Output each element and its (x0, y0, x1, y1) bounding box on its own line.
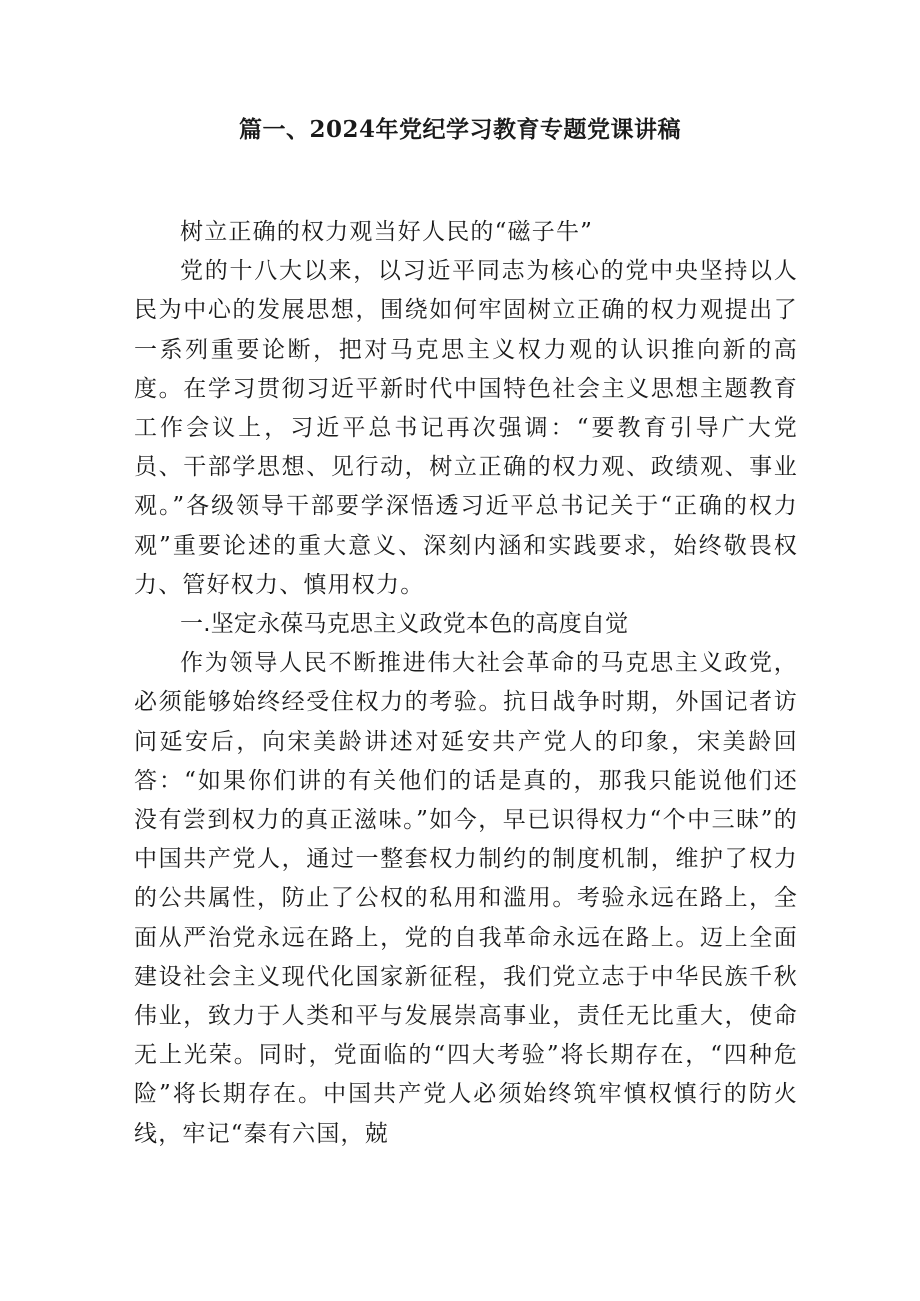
document-title: 篇一、2024年党纪学习教育专题党课讲稿 (238, 116, 681, 143)
subtitle: 树立正确的权力观当好人民的“磁子牛” (180, 219, 594, 245)
section-heading: 一.坚定永葆马克思主义政党本色的高度自觉 (180, 611, 629, 638)
document-body (134, 213, 798, 1154)
section-paragraph: 作为领导人民不断推进伟大社会革命的马克思主义政党，必须能够始终经受住权力的考验。抗日战争时期，外国记者访问延安后，向宋美龄讲述对延安共产党人的印象，宋美龄回答：“如果你们讲的有关他们的话是真的，那我只能说他们还没有尝到权力的真正滋味。”如今，早已识得权力“个中三昧”的中国共产党人，通过一整套权力制约的制度机制，维护了权力的公共属性，防止了公权的私用和滥用。考验永远在路上，全面从严治党永远在路上，党的自我革命永远在路上。迈上全面建设社会主义现代化国家新征程，我们党立志于中华民族千秋伟业，致力于人类和平与发展崇高事业，责任无比重大，使命无上光荣。同时，党面临的“四大考验”将长期存在，“四种危险”将长期存在。中国共产党人必须始终筑牢慎权慎行的防火线，牢记“秦有六国，兢 (134, 650, 798, 1147)
intro-paragraph: 党的十八大以来，以习近平同志为核心的党中央坚持以人民为中心的发展思想，围绕如何牢固树立正确的权力观提出了一系列重要论断，把对马克思主义权力观的认识推向新的高度。在学习贯彻习近平新时代中国特色社会主义思想主题教育工作会议上，习近平总书记再次强调：“要教育引导广大党员、干部学思想、见行动，树立正确的权力观、政绩观、事业观。”各级领导干部要学深悟透习近平总书记关于“正确的权力观”重要论述的重大意义、深刻内涵和实践要求，始终敬畏权力、管好权力、慎用权力。 (134, 258, 798, 598)
